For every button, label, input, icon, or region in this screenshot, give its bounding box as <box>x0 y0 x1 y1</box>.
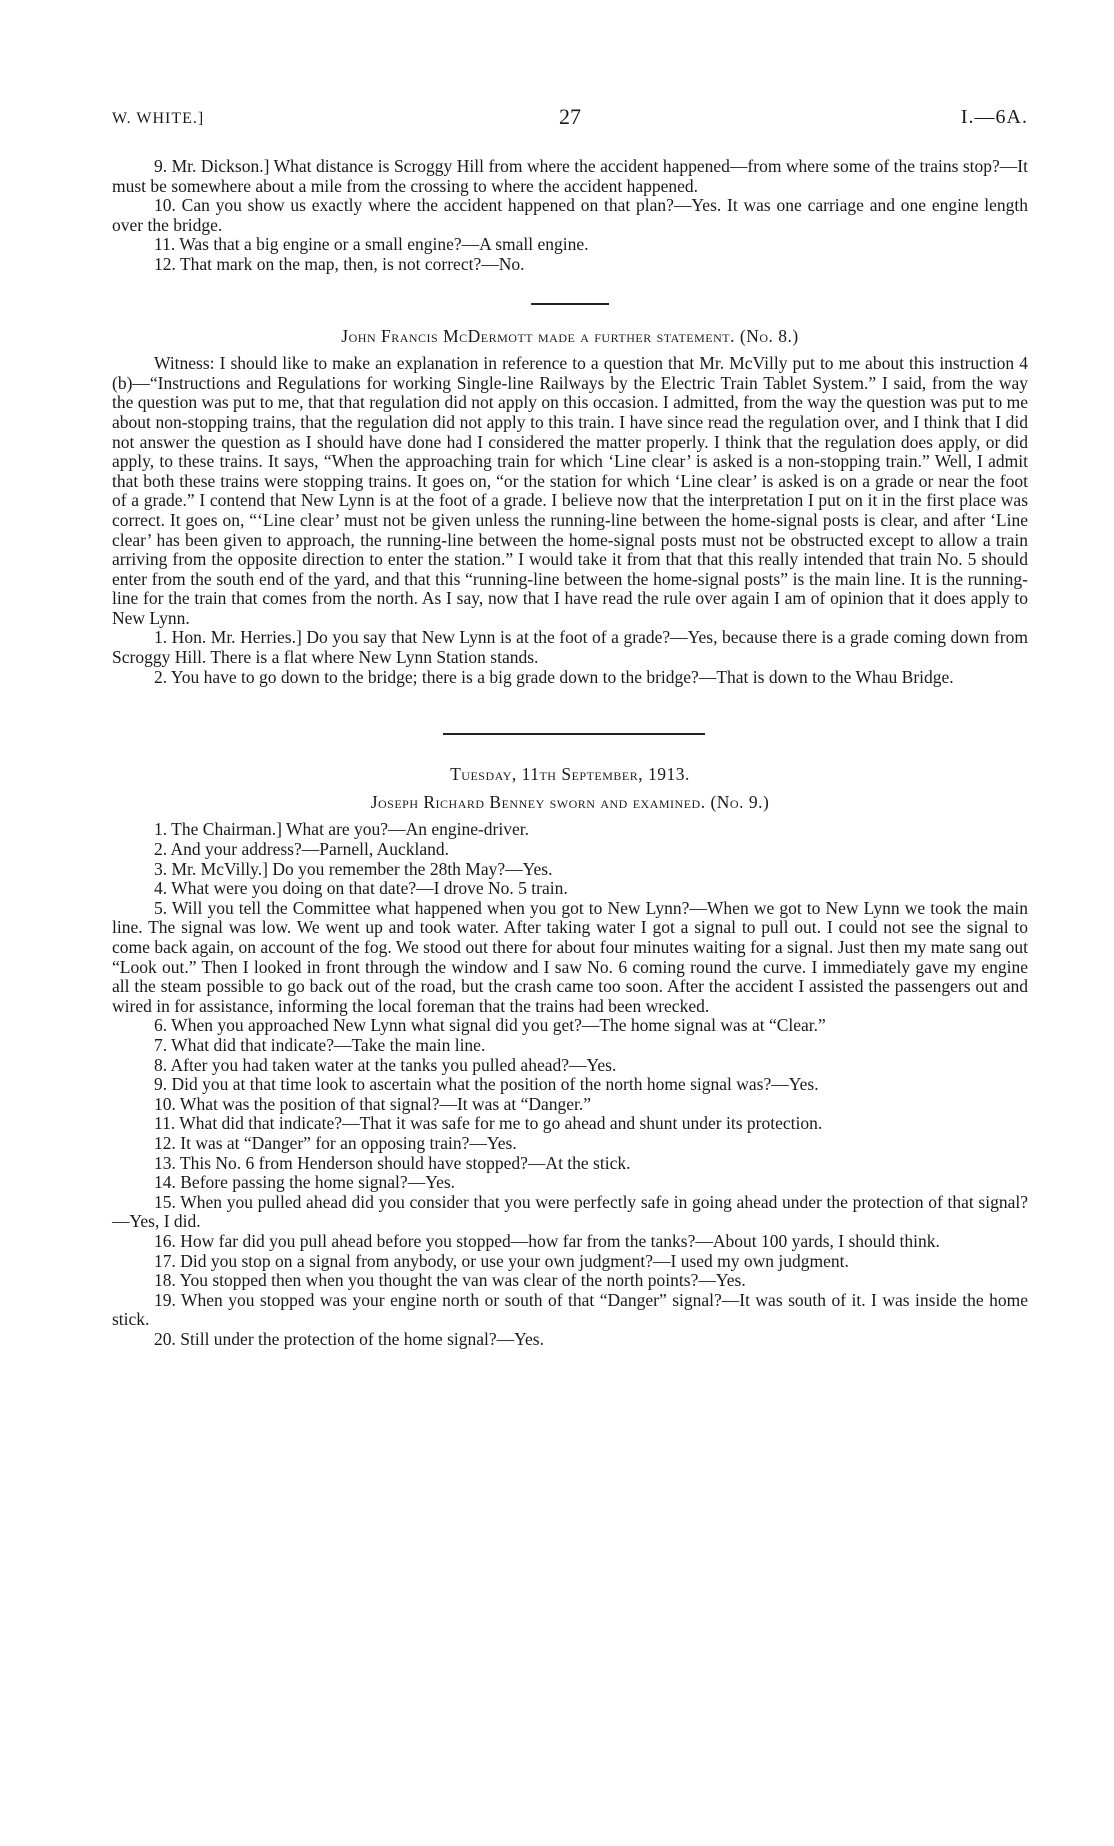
paragraph: 10. Can you show us exactly where the accident happened on that plan?—Yes. It was one carriage and one engine length over the bridge. <box>112 195 1028 235</box>
header-paper-reference: I.—6A. <box>960 106 1028 128</box>
paragraph: 19. When you stopped was your engine north or south of that “Danger” signal?—It was south of it. I was inside the home stick. <box>112 1289 1028 1330</box>
section-benney-examination <box>112 765 1028 1349</box>
witness-heading: Joseph Richard Benney sworn and examined. (No. 9.) <box>370 791 770 812</box>
paragraph: 2. And your address?—Parnell, Auckland. <box>154 839 450 860</box>
document-body <box>112 157 1028 1349</box>
paragraph: 12. It was at “Danger” for an opposing train?—Yes. <box>154 1132 517 1153</box>
paragraph: 1. The Chairman.] What are you?—An engine-driver. <box>154 819 529 840</box>
paragraph: 8. After you had taken water at the tanks you pulled ahead?—Yes. <box>154 1054 617 1075</box>
date-heading: Tuesday, 11th September, 1913. <box>450 764 690 785</box>
page-header <box>112 104 1028 134</box>
paragraph: 17. Did you stop on a signal from anybody, or use your own judgment?—I used my own judgment. <box>154 1250 849 1271</box>
paragraph: 9. Did you at that time look to ascertain what the position of the north home signal was?—Yes. <box>154 1074 819 1095</box>
paragraph: 11. What did that indicate?—That it was safe for me to go ahead and shunt under its protection. <box>154 1113 823 1134</box>
paragraph: 12. That mark on the map, then, is not correct?—No. <box>154 253 525 274</box>
paragraph: 18. You stopped then when you thought the van was clear of the north points?—Yes. <box>154 1270 746 1291</box>
section-divider <box>443 733 705 735</box>
paragraph: 11. Was that a big engine or a small engine?—A small engine. <box>154 234 589 255</box>
paragraph: 4. What were you doing on that date?—I drove No. 5 train. <box>154 878 568 899</box>
paragraph: 10. What was the position of that signal?—It was at “Danger.” <box>154 1093 592 1114</box>
header-witness-name: W. WHITE.] <box>112 110 205 127</box>
paragraph: 13. This No. 6 from Henderson should have stopped?—At the stick. <box>154 1152 631 1173</box>
paragraph: 14. Before passing the home signal?—Yes. <box>154 1172 456 1193</box>
paragraph: 16. How far did you pull ahead before you stopped—how far from the tanks?—About 100 yards, I should think. <box>154 1230 940 1251</box>
paragraph: 5. Will you tell the Committee what happened when you got to New Lynn?—When we got to New Lynn we took the main line. The signal was low. We went up and took water. After taking water I got a signal to pull out. I could not see the signal to come back again, on account of the fog. We stood out there for about four minutes waiting for a signal. Just then my mate sang out “Look out.” Then I looked in front through the window and I saw No. 6 coming round the curve. I immediately gave my engine all the steam possible to go back out of the road, but the crash came too soon. After the accident I assisted the passengers out and wired in for assistance, informing the local foreman that the trains had been wrecked. <box>112 897 1028 1016</box>
paragraph: 9. Mr. Dickson.] What distance is Scroggy Hill from where the accident happened—from where some of the trains stop?—It must be somewhere about a mile from the crossing to where the accident happened. <box>112 156 1028 196</box>
page-number: 27 <box>559 104 581 129</box>
paragraph: 15. When you pulled ahead did you consider that you were perfectly safe in going ahead under the protection of that signal?—Yes, I did. <box>112 1191 1028 1232</box>
paragraph: 3. Mr. McVilly.] Do you remember the 28th May?—Yes. <box>154 858 553 879</box>
paragraph: 20. Still under the protection of the home signal?—Yes. <box>154 1328 544 1349</box>
paragraph: 7. What did that indicate?—Take the main line. <box>154 1034 486 1055</box>
paragraph: 1. Hon. Mr. Herries.] Do you say that New Lynn is at the foot of a grade?—Yes, because there is a grade coming down from Scroggy Hill. There is a flat where New Lynn Station stands. <box>112 627 1028 668</box>
paragraph: Witness: I should like to make an explanation in reference to a question that Mr. McVilly put to me about this instruction 4 (b)—“Instructions and Regulations for working Single-line Railways by the Electric Train Tablet System.” I said, from the way the question was put to me, that that regulation did not apply on this occasion. I admitted, from the way the question was put to me about non-stopping trains, that the regulation did not apply to this train. I have since read the regulation over, and I think that I did not answer the question as I should have done had I considered the matter properly. I think that the regulation does apply, or did apply, to these trains. It says, “When the approaching train for which ‘Line clear’ is asked is a non-stopping train.” Well, I admit that both these trains were stopping trains. It goes on, “or the station for which ‘Line clear’ is asked is on a grade or near the foot of a grade.” I contend that New Lynn is at the foot of a grade. I believe now that the interpretation I put on it in the first place was correct. It goes on, “‘Line clear’ must not be given unless the running-line between the home-signal posts is clear, and after ‘Line clear’ has been given to approach, the running-line between the home-signal posts must not be obstructed except to allow a train arriving from the opposite direction to enter the station.” I would take it from that that this really intended that train No. 5 should enter from the south end of the yard, and that this “running-line between the home-signal posts” is the main line. It is the running-line for the train that comes from the north. As I say, now that I have read the rule over again I am of opinion that it does apply to New Lynn. <box>112 353 1028 628</box>
section-mcdermott-statement <box>112 327 1028 688</box>
section-divider <box>531 303 609 305</box>
paragraph: 6. When you approached New Lynn what signal did you get?—The home signal was at “Clear.” <box>154 1015 826 1036</box>
paragraph: 2. You have to go down to the bridge; there is a big grade down to the bridge?—That is down to the Whau Bridge. <box>154 666 954 687</box>
witness-heading: John Francis McDermott made a further statement. (No. 8.) <box>341 325 799 346</box>
section-dickson-questions <box>112 157 1028 275</box>
